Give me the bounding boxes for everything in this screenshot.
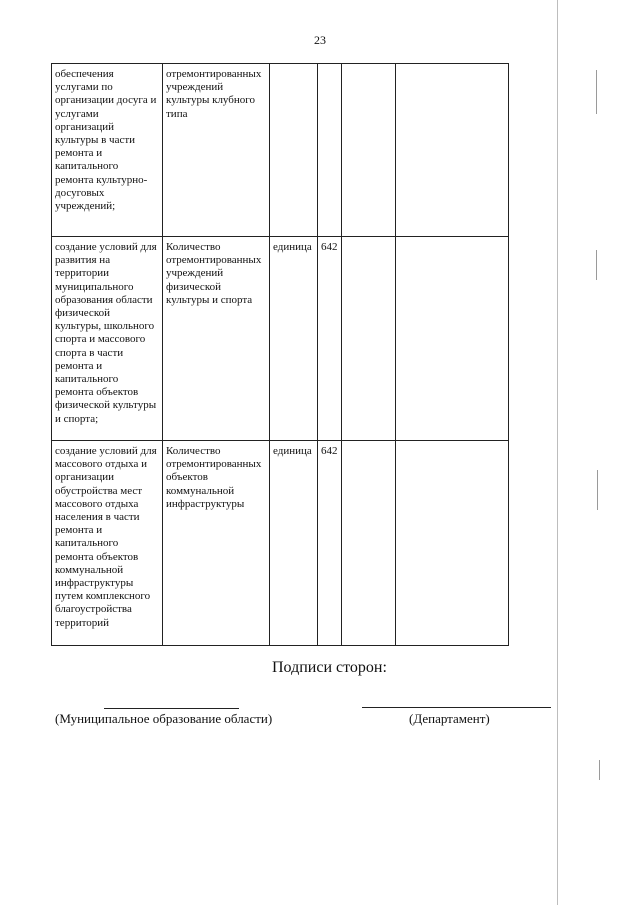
scan-edge-mark — [596, 250, 597, 280]
scan-edge-mark — [599, 760, 600, 780]
value-cell — [341, 237, 395, 441]
code-cell: 642 — [318, 237, 342, 441]
value-cell — [341, 64, 395, 237]
direction-cell: создание условий для массового отдыха и организации обустройства мест массового отдыха населения в части ремонта и капитального ремонта объектов коммунальной инфраструктуры путем комплексного благоустройства территорий — [52, 441, 163, 646]
value-cell — [395, 441, 508, 646]
value-cell — [395, 64, 508, 237]
unit-cell: единица — [270, 441, 318, 646]
code-cell — [318, 64, 342, 237]
scan-edge-line — [557, 0, 558, 905]
signature-line-left — [104, 708, 239, 709]
unit-cell — [270, 64, 318, 237]
indicator-cell: отремонтированных учреждений культуры клубного типа — [163, 64, 270, 237]
value-cell — [395, 237, 508, 441]
indicator-cell: Количество отремонтированных объектов коммунальной инфраструктуры — [163, 441, 270, 646]
table-row — [52, 64, 509, 237]
scan-edge-mark — [597, 470, 598, 510]
direction-cell: обеспечения услугами по организации досуга и услугами организаций культуры в части ремонта и капитального ремонта культурно- досуговых учреждений; — [52, 64, 163, 237]
indicator-cell: Количество отремонтированных учреждений физической культуры и спорта — [163, 237, 270, 441]
value-cell — [341, 441, 395, 646]
indicators-table — [51, 63, 509, 646]
table-row — [52, 237, 509, 441]
signature-line-right — [362, 707, 551, 708]
signatures-title: Подписи сторон: — [272, 659, 387, 676]
table-row — [52, 441, 509, 646]
unit-cell: единица — [270, 237, 318, 441]
code-cell: 642 — [318, 441, 342, 646]
direction-cell: создание условий для развития на территории муниципального образования области физической культуры, школьного спорта и массового спорта в части ремонта и капитального ремонта объектов физической культуры и спорта; — [52, 237, 163, 441]
signature-label-right: (Департамент) — [409, 711, 490, 726]
scan-edge-mark — [596, 70, 597, 114]
page-number: 23 — [314, 33, 326, 47]
signature-label-left: (Муниципальное образование области) — [55, 711, 273, 726]
